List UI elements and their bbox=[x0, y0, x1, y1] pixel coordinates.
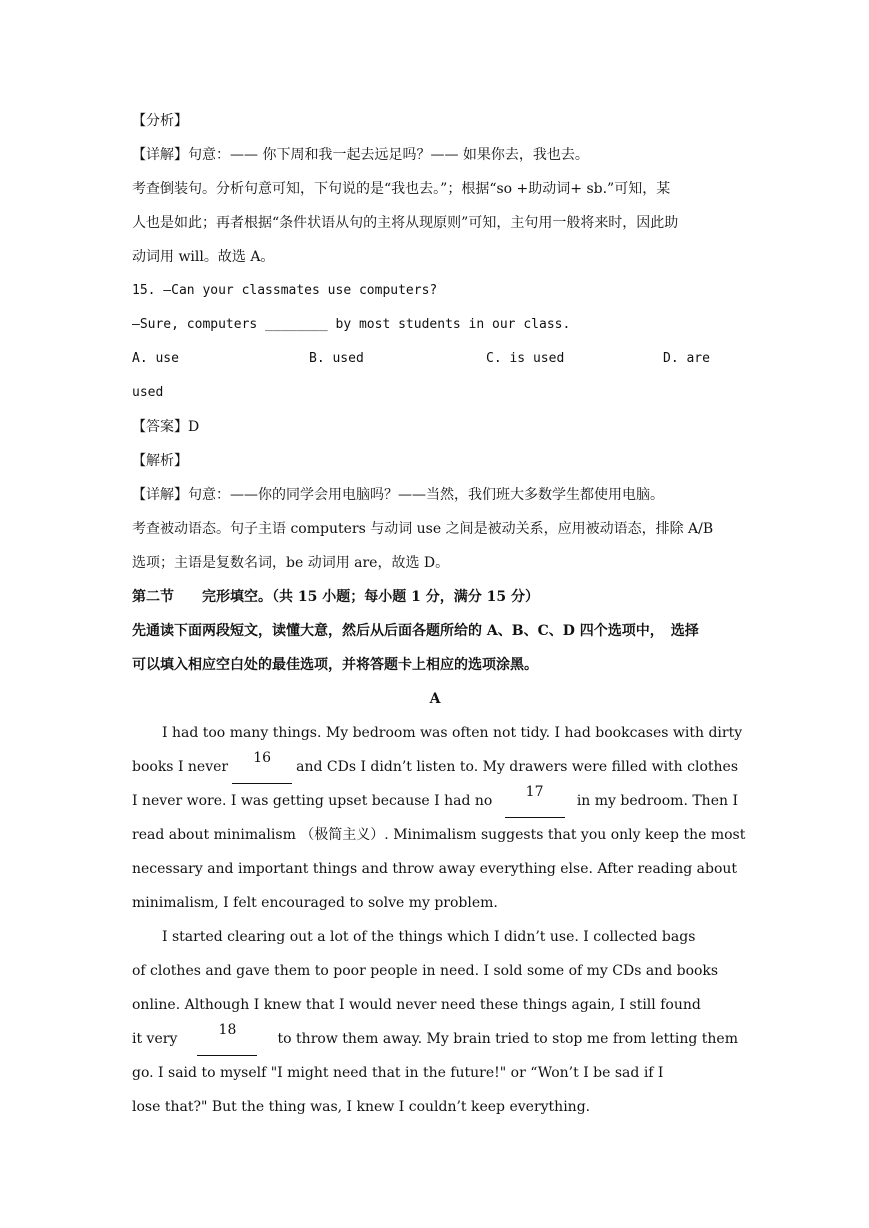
passage-line: I started clearing out a lot of the things which I didn’t use. I collected bags bbox=[162, 929, 696, 945]
document-page bbox=[132, 104, 746, 1124]
explanation-14-line2: 人也是如此；再者根据“条件状语从句的主将从现原则”可知，主句用一般将来时，因此助 bbox=[132, 215, 679, 231]
option-a: A. use bbox=[132, 351, 179, 366]
blank-16: 16 bbox=[232, 750, 292, 784]
passage-fragment: I never wore. I was getting upset because I had no bbox=[132, 793, 493, 809]
explanation-14-line1: 考查倒装句。分析句意可知，下句说的是“我也去。”；根据“so +助动词+ sb.”可知，某 bbox=[132, 181, 671, 197]
passage-line bbox=[132, 750, 738, 784]
passage-line: go. I said to myself "I might need that in the future!" or “Won’t I be sad if I bbox=[132, 1065, 664, 1081]
option-b: B. used bbox=[309, 351, 364, 366]
passage-line bbox=[132, 1022, 738, 1056]
passage-line: of clothes and gave them to poor people in need. I sold some of my CDs and books bbox=[132, 963, 719, 979]
option-d: D. are bbox=[663, 351, 710, 366]
passage-fragment: books I never bbox=[132, 759, 229, 775]
explanation-14-line3: 动词用 will。故选 A。 bbox=[132, 249, 275, 265]
question-15: 15. —Can your classmates use computers? bbox=[132, 283, 438, 298]
passage-line bbox=[132, 784, 738, 818]
passage-fragment: it very bbox=[132, 1031, 178, 1047]
detail-15: 【详解】句意：——你的同学会用电脑吗？——当然，我们班大多数学生都使用电脑。 bbox=[132, 487, 664, 503]
detail-14: 【详解】句意：—— 你下周和我一起去远足吗？—— 如果你去，我也去。 bbox=[132, 147, 589, 163]
passage-title: A bbox=[429, 691, 441, 707]
instructions-line1: 先通读下面两段短文，读懂大意，然后从后面各题所给的 A、B、C、D 四个选项中， 选择 bbox=[132, 623, 699, 639]
passage-line: minimalism, I felt encouraged to solve my problem. bbox=[132, 895, 498, 911]
option-d-continued: used bbox=[132, 385, 164, 400]
section-heading: 第二节 完形填空。（共 15 小题；每小题 1 分，满分 15 分） bbox=[132, 589, 539, 605]
analysis-label: 【分析】 bbox=[132, 113, 188, 129]
explanation-15-line1: 考查被动语态。句子主语 computers 与动词 use 之间是被动关系，应用被动语态，排除 A/B bbox=[132, 521, 714, 537]
question-15-options bbox=[132, 342, 738, 376]
passage-line: read about minimalism （极简主义）. Minimalism suggests that you only keep the most bbox=[132, 827, 746, 843]
option-c: C. is used bbox=[486, 351, 565, 366]
passage-line: lose that?" But the thing was, I knew I couldn’t keep everything. bbox=[132, 1099, 591, 1115]
question-15-response: —Sure, computers ________ by most students in our class. bbox=[132, 317, 571, 332]
passage-fragment: and CDs I didn’t listen to. My drawers were filled with clothes bbox=[296, 759, 738, 775]
passage-fragment: in my bedroom. Then I bbox=[576, 793, 738, 809]
passage-line: I had too many things. My bedroom was often not tidy. I had bookcases with dirty bbox=[162, 725, 743, 741]
blank-18: 18 bbox=[197, 1022, 257, 1056]
passage-fragment: to throw them away. My brain tried to stop me from letting them bbox=[277, 1031, 738, 1047]
passage-line: online. Although I knew that I would never need these things again, I still found bbox=[132, 997, 701, 1013]
blank-17: 17 bbox=[505, 784, 565, 818]
analysis-15-label: 【解析】 bbox=[132, 453, 188, 469]
passage-line: necessary and important things and throw away everything else. After reading about bbox=[132, 861, 738, 877]
instructions-line2: 可以填入相应空白处的最佳选项，并将答题卡上相应的选项涂黑。 bbox=[132, 657, 538, 673]
answer-15: 【答案】D bbox=[132, 419, 200, 435]
explanation-15-line2: 选项；主语是复数名词，be 动词用 are，故选 D。 bbox=[132, 555, 450, 571]
